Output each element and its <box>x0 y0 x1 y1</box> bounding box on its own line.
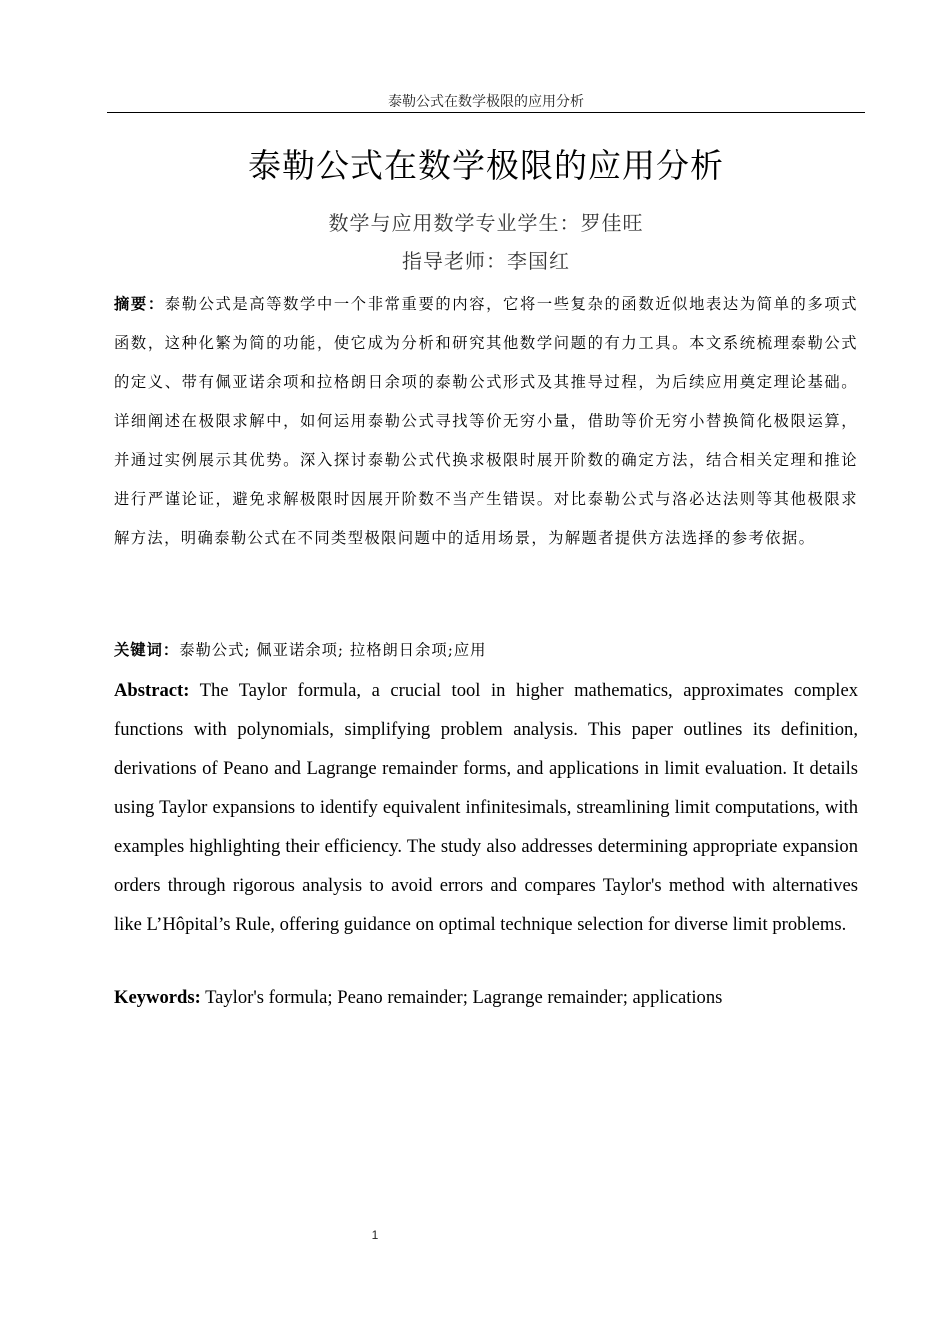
paper-title: 泰勒公式在数学极限的应用分析 <box>248 146 724 185</box>
english-keywords-label: Keywords: <box>114 987 201 1008</box>
chinese-keywords-label: 关键词： <box>114 641 180 659</box>
header-rule <box>107 112 865 113</box>
english-abstract <box>114 671 858 944</box>
chinese-keywords-text: 泰勒公式; 佩亚诺余项; 拉格朗日余项;应用 <box>179 641 487 659</box>
running-header: 泰勒公式在数学极限的应用分析 <box>388 94 584 110</box>
chinese-keywords <box>114 635 858 665</box>
page-number: 1 <box>371 1228 379 1242</box>
chinese-abstract-label: 摘要： <box>114 295 165 313</box>
english-keywords <box>114 983 858 1013</box>
chinese-abstract <box>114 285 858 558</box>
english-abstract-label: Abstract: <box>114 680 190 701</box>
english-keywords-text: Taylor's formula; Peano remainder; Lagrange remainder; applications <box>205 987 723 1008</box>
author-line: 数学与应用数学专业学生：罗佳旺 <box>328 211 644 235</box>
chinese-abstract-text: 泰勒公式是高等数学中一个非常重要的内容，它将一些复杂的函数近似地表达为简单的多项式函数，这种化繁为简的功能，使它成为分析和研究其他数学问题的有力工具。本文系统梳理泰勒公式的定义、带有佩亚诺余项和拉格朗日余项的泰勒公式形式及其推导过程，为后续应用奠定理论基础。详细阐述在极限求解中，如何运用泰勒公式寻找等价无穷小量，借助等价无穷小替换简化极限运算，并通过实例展示其优势。深入探讨泰勒公式代换求极限时展开阶数的确定方法，结合相关定理和推论进行严谨论证，避免求解极限时因展开阶数不当产生错误。对比泰勒公式与洛必达法则等其他极限求解方法，明确泰勒公式在不同类型极限问题中的适用场景，为解题者提供方法选择的参考依据。 <box>114 295 859 547</box>
english-abstract-text: The Taylor formula, a crucial tool in higher mathematics, approximates complex functions with polynomials, simplifying problem analysis. This paper outlines its definition, derivations of Peano and Lagrange remainder forms, and applications in limit evaluation. It details using Taylor expansions to identify equivalent infinitesimals, streamlining limit computations, with examples highlighting their efficiency. The study also addresses determining appropriate expansion orders through rigorous analysis to avoid errors and compares Taylor's method with alternatives like L’Hôpital’s Rule, offering guidance on optimal technique selection for diverse limit problems. <box>114 680 859 935</box>
advisor-line: 指导老师：李国红 <box>402 249 570 273</box>
